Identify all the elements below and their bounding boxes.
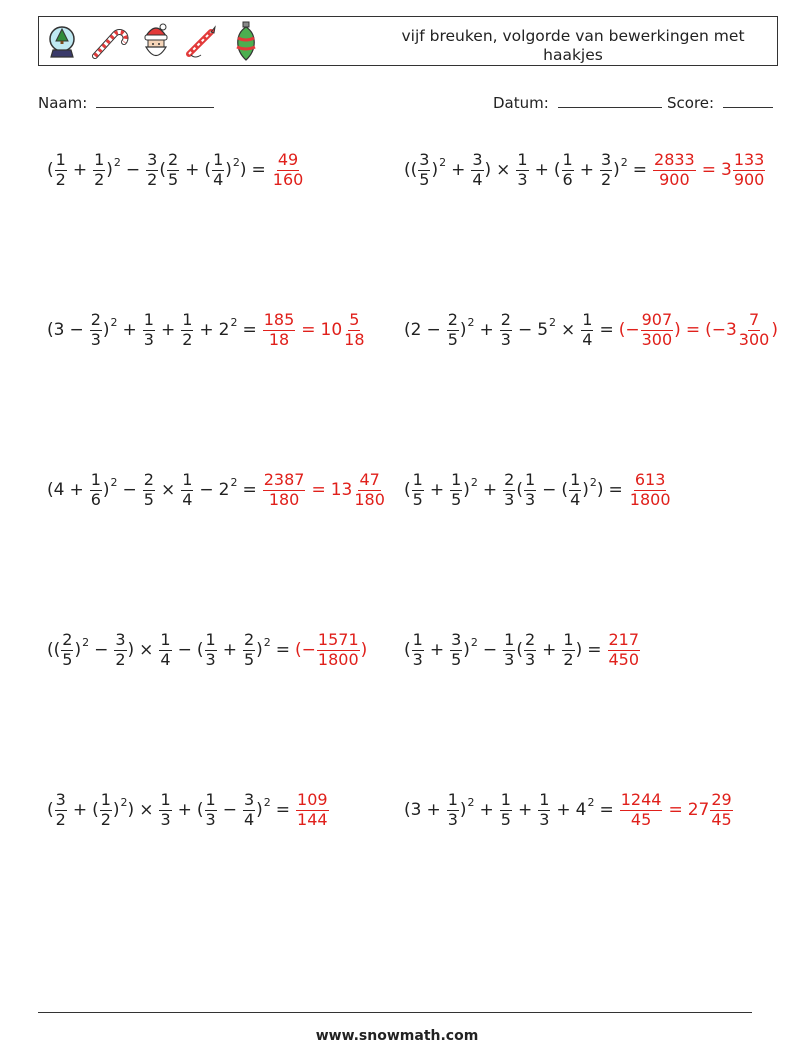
worksheet-header [38, 16, 778, 66]
firework-rocket-icon [183, 24, 219, 60]
header-icons [47, 21, 261, 63]
name-blank[interactable] [96, 93, 214, 108]
date-label: Datum: [493, 94, 549, 112]
answer-9: $\frac{109}{144}$ [297, 789, 328, 829]
problem-10: (3 + $\frac{1}{3}$ ) 2 + $\frac{1}{5}$ + $\frac{1}{3}$ + 4 2 = $\frac{1244}{45}$ = 27 $\frac{29}{45}$ [404, 789, 732, 829]
name-field[interactable] [38, 93, 214, 112]
worksheet-title: vijf breuken, volgorde van bewerkingen met haakjes [401, 27, 745, 64]
date-field[interactable] [493, 93, 662, 112]
problem-3: (3 − $\frac{2}{3}$ ) 2 + $\frac{1}{3}$ + $\frac{1}{2}$ + 2 2 = $\frac{185}{18}$ = 10 $\frac{5}{18}$ [47, 309, 365, 349]
answer-5: $\frac{2387}{180}$ = 13 $\frac{47}{180}$ [263, 469, 385, 509]
answer-10: $\frac{1244}{45}$ = 27 $\frac{29}{45}$ [620, 789, 732, 829]
problem-1: ( $\frac{1}{2}$ + $\frac{1}{2}$ ) 2 − $\frac{3}{2}$ ( $\frac{2}{5}$ + ( $\frac{1}{4}$ ) 2 ) = $\frac{49}{160}$ [47, 149, 304, 189]
candy-cane-icon [89, 24, 129, 60]
santa-icon [141, 22, 171, 62]
answer-6: $\frac{613}{1800}$ [629, 469, 671, 509]
answer-8: $\frac{217}{450}$ [608, 629, 640, 669]
snow-globe-icon [47, 24, 77, 60]
name-label: Naam: [38, 94, 88, 112]
score-blank[interactable] [723, 93, 773, 108]
date-blank[interactable] [558, 93, 662, 108]
ornament-icon [231, 20, 261, 64]
score-label: Score: [667, 94, 715, 112]
score-field[interactable] [667, 93, 773, 112]
answer-2: $\frac{2833}{900}$ = 3 $\frac{133}{900}$ [654, 149, 765, 189]
answer-1: $\frac{49}{160}$ [272, 149, 304, 189]
problem-8: ( $\frac{1}{3}$ + $\frac{3}{5}$ ) 2 − $\frac{1}{3}$ ( $\frac{2}{3}$ + $\frac{1}{2}$ ) = $\frac{217}{450}$ [404, 629, 640, 669]
answer-7: (− $\frac{1571}{1800}$ ) [295, 629, 368, 669]
footer-url[interactable]: www.snowmath.com [315, 1028, 479, 1044]
answer-3: $\frac{185}{18}$ = 10 $\frac{5}{18}$ [263, 309, 365, 349]
problem-4: (2 − $\frac{2}{5}$ ) 2 + $\frac{2}{3}$ − 5 2 × $\frac{1}{4}$ = (− $\frac{907}{300}$ ) = (−3 $\frac{7}{300}$ ) [404, 309, 778, 349]
problem-7: (( $\frac{2}{5}$ ) 2 − $\frac{3}{2}$ ) × $\frac{1}{4}$ − ( $\frac{1}{3}$ + $\frac{2}{5}$ ) 2 = (− $\frac{1571}{1800}$ ) [47, 629, 368, 669]
problem-9: ( $\frac{3}{2}$ + ( $\frac{1}{2}$ ) 2 ) × $\frac{1}{3}$ + ( $\frac{1}{3}$ − $\frac{3}{4}$ ) 2 = $\frac{109}{144}$ [47, 789, 328, 829]
footer-divider [38, 1012, 752, 1013]
problem-5: (4 + $\frac{1}{6}$ ) 2 − $\frac{2}{5}$ × $\frac{1}{4}$ − 2 2 = $\frac{2387}{180}$ = 13 $\frac{47}{180}$ [47, 469, 385, 509]
problem-2: (( $\frac{3}{5}$ ) 2 + $\frac{3}{4}$ ) × $\frac{1}{3}$ + ( $\frac{1}{6}$ + $\frac{3}{2}$ ) 2 = $\frac{2833}{900}$ = 3 $\frac{133}{900}$ [404, 149, 765, 189]
answer-4: (− $\frac{907}{300}$ ) = (−3 $\frac{7}{300}$ ) [618, 309, 778, 349]
problem-6: ( $\frac{1}{5}$ + $\frac{1}{5}$ ) 2 + $\frac{2}{3}$ ( $\frac{1}{3}$ − ( $\frac{1}{4}$ ) 2 ) = $\frac{613}{1800}$ [404, 469, 671, 509]
